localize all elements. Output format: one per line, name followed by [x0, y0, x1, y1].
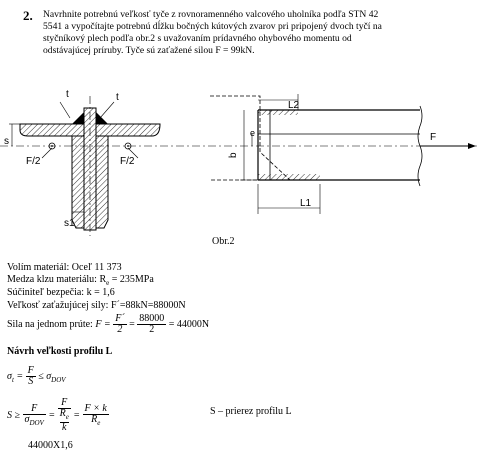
label-t-top: t	[66, 89, 69, 100]
design-heading: Návrh veľkosti profilu L	[7, 346, 113, 357]
yield-line: Medza klzu materiálu: $R_e = 235MPa$	[7, 274, 154, 287]
weld-top-right	[96, 112, 108, 124]
label-f-half-right: F/2	[120, 156, 135, 167]
label-e: e	[250, 128, 256, 138]
task-line-1: Navrhnite potrebnú veľkosť tyče z rovnoramenného valcového uholníka podľa STN 42	[43, 9, 379, 20]
label-L1: L1	[300, 198, 312, 209]
figure-caption: Obr.2	[212, 236, 235, 247]
label-s: s	[4, 136, 9, 147]
right-angle-leg	[96, 136, 108, 228]
task-line-3: styčníkový plech podľa obr.2 s uvažovaním prídavného ohybového momentu od	[43, 33, 352, 44]
label-L2: L2	[288, 100, 300, 111]
left-angle-leg	[72, 136, 84, 228]
figure-obr2	[0, 88, 478, 238]
side-view-drawing	[210, 94, 476, 214]
material-line: Volím materiál: Oceľ 11 373	[7, 262, 122, 273]
load-line: Veľkosť zaťažujúcej sily: F´=88kN=88000N	[7, 300, 186, 311]
cross-section-drawing	[0, 89, 478, 236]
cut-off-line: 44000X1,6	[28, 440, 73, 451]
section-equation: S ≥ $\frac{F}{\sigma_{DOV}}$ = F $R_e$ k = $\frac{F \times k}{R_e}$	[7, 397, 107, 433]
label-b: b	[228, 152, 239, 158]
safety-line: Súčiniteľ bezpečia: k = 1,6	[7, 287, 115, 298]
task-line-4: odstávajúcej príruby. Tyče sú zaťažené silou F = 99kN.	[43, 45, 255, 56]
label-f-half-left: F/2	[26, 156, 41, 167]
force-equation: Sila na jednom prúte: F = $\frac{F´}{2}$ = $\frac{88000}{2}$ = 44000N	[7, 313, 210, 335]
task-number: 2.	[23, 8, 33, 23]
left-angle-flange	[20, 124, 84, 136]
stress-equation: $\sigma_t$ = $\frac{F}{S}$ ≤ $\sigma_{DOV}$	[7, 365, 66, 387]
weld-top-left	[72, 112, 84, 124]
label-t-top-right: t	[116, 92, 119, 103]
section-note: S – prierez profilu L	[210, 406, 292, 417]
task-line-2: 5541 a vypočítajte potrebnú dĺžku bočných kútových zvarov pri pripojený dvoch tyčí na	[43, 21, 382, 32]
right-angle-flange	[96, 124, 160, 136]
label-F: F	[430, 132, 437, 143]
label-s1: s1	[64, 218, 75, 229]
